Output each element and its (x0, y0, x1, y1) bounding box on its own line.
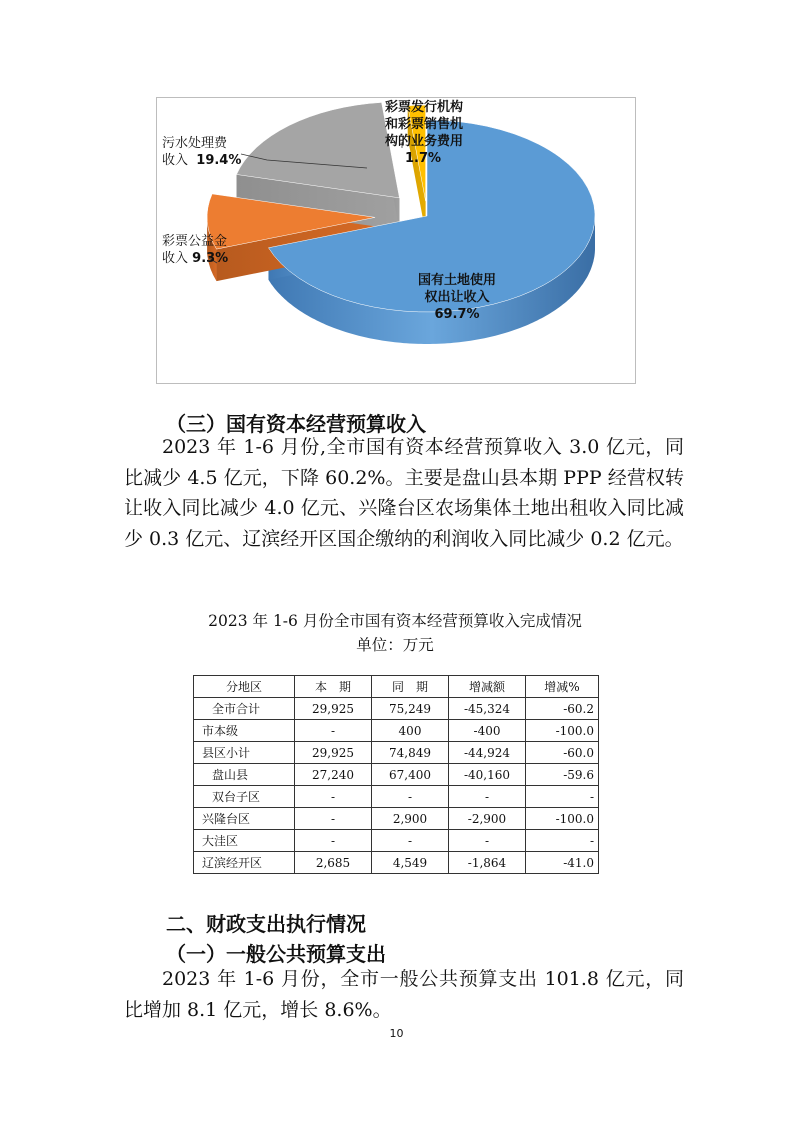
slice-label-land (402, 272, 512, 323)
cell-region: 盘山县 (194, 764, 295, 786)
cell-prior: - (372, 830, 449, 852)
slice-pct-land: 69.7% (434, 307, 480, 322)
table-row (194, 742, 599, 764)
slice-pct-lottery-welfare: 9.3% (192, 251, 229, 266)
cell-current: - (295, 830, 372, 852)
cell-change: -45,324 (449, 698, 526, 720)
cell-change: -400 (449, 720, 526, 742)
table-row (194, 852, 599, 874)
cell-current: - (295, 786, 372, 808)
table-row (194, 786, 599, 808)
cell-change: -1,864 (449, 852, 526, 874)
slice-label-lottery-fee-line2: 和彩票销售机 (385, 117, 464, 132)
cell-region: 县区小计 (194, 742, 295, 764)
slice-label-land-line2: 权出让收入 (424, 290, 490, 305)
cell-prior: 67,400 (372, 764, 449, 786)
slice-pct-sewage: 19.4% (196, 153, 242, 168)
table-header-row (194, 676, 599, 698)
cell-region: 大洼区 (194, 830, 295, 852)
slice-label-lottery-fee (385, 99, 463, 167)
cell-prior: 2,900 (372, 808, 449, 830)
cell-pct: -60.2 (526, 698, 599, 720)
slice-label-lottery-welfare-line2: 收入 (162, 251, 189, 266)
slice-label-lottery-welfare (162, 233, 228, 267)
page-number: 10 (389, 1027, 404, 1040)
cell-pct: -60.0 (526, 742, 599, 764)
cell-region: 辽滨经开区 (194, 852, 295, 874)
slice-label-lottery-fee-line1: 彩票发行机构 (385, 100, 464, 115)
cell-pct: -100.0 (526, 720, 599, 742)
table-row (194, 764, 599, 786)
section-ii-subheading: （一）一般公共预算支出 (166, 942, 386, 966)
pie-chart (156, 97, 636, 384)
cell-prior: 74,849 (372, 742, 449, 764)
cell-current: 29,925 (295, 698, 372, 720)
cell-region: 市本级 (194, 720, 295, 742)
table-row (194, 698, 599, 720)
cell-change: -44,924 (449, 742, 526, 764)
cell-current: 27,240 (295, 764, 372, 786)
section-ii-heading: 二、财政支出执行情况 (166, 912, 366, 936)
cell-prior: - (372, 786, 449, 808)
cell-region: 兴隆台区 (194, 808, 295, 830)
slice-label-sewage-line2: 收入 (162, 153, 189, 168)
cell-prior: 400 (372, 720, 449, 742)
table-row (194, 720, 599, 742)
cell-region: 全市合计 (194, 698, 295, 720)
cell-region: 双台子区 (194, 786, 295, 808)
cell-change: -40,160 (449, 764, 526, 786)
cell-prior: 4,549 (372, 852, 449, 874)
table-row (194, 808, 599, 830)
cell-change: - (449, 786, 526, 808)
slice-label-lottery-welfare-line1: 彩票公益金 (162, 234, 228, 249)
cell-pct: - (526, 786, 599, 808)
cell-current: - (295, 808, 372, 830)
slice-pct-lottery-fee: 1.7% (405, 151, 442, 166)
slice-label-lottery-fee-line3: 构的业务费用 (385, 134, 464, 149)
revenue-table (193, 675, 599, 874)
cell-current: - (295, 720, 372, 742)
col-header-region: 分地区 (194, 676, 295, 698)
cell-pct: -100.0 (526, 808, 599, 830)
cell-prior: 75,249 (372, 698, 449, 720)
section3-paragraph: 2023 年 1-6 月份,全市国有资本经营预算收入 3.0 亿元，同比减少 4.5 亿元，下降 60.2%。主要是盘山县本期 PPP 经营权转让收入同比减少 4.0 亿元、兴隆台区农场集体土地出租收入同比减少 0.3 亿元、辽滨经开区国企缴纳的利润收入同比减少 0.2 亿元。 (124, 436, 684, 550)
section-ii-paragraph: 2023 年 1-6 月份，全市一般公共预算支出 101.8 亿元，同比增加 8.1 亿元，增长 8.6%。 (124, 968, 684, 1021)
cell-current: 29,925 (295, 742, 372, 764)
section3-heading: （三）国有资本经营预算收入 (166, 412, 426, 436)
cell-pct: - (526, 830, 599, 852)
col-header-prior: 同 期 (372, 676, 449, 698)
table-unit: 单位：万元 (356, 636, 434, 654)
cell-change: - (449, 830, 526, 852)
table-row (194, 830, 599, 852)
col-header-current: 本 期 (295, 676, 372, 698)
slice-label-land-line1: 国有土地使用 (417, 273, 496, 288)
table-title: 2023 年 1-6 月份全市国有资本经营预算收入完成情况 (208, 612, 582, 630)
col-header-change: 增减额 (449, 676, 526, 698)
slice-label-sewage (162, 135, 241, 169)
cell-pct: -41.0 (526, 852, 599, 874)
cell-pct: -59.6 (526, 764, 599, 786)
slice-label-sewage-line1: 污水处理费 (162, 136, 228, 151)
cell-current: 2,685 (295, 852, 372, 874)
col-header-pct: 增减% (526, 676, 599, 698)
cell-change: -2,900 (449, 808, 526, 830)
